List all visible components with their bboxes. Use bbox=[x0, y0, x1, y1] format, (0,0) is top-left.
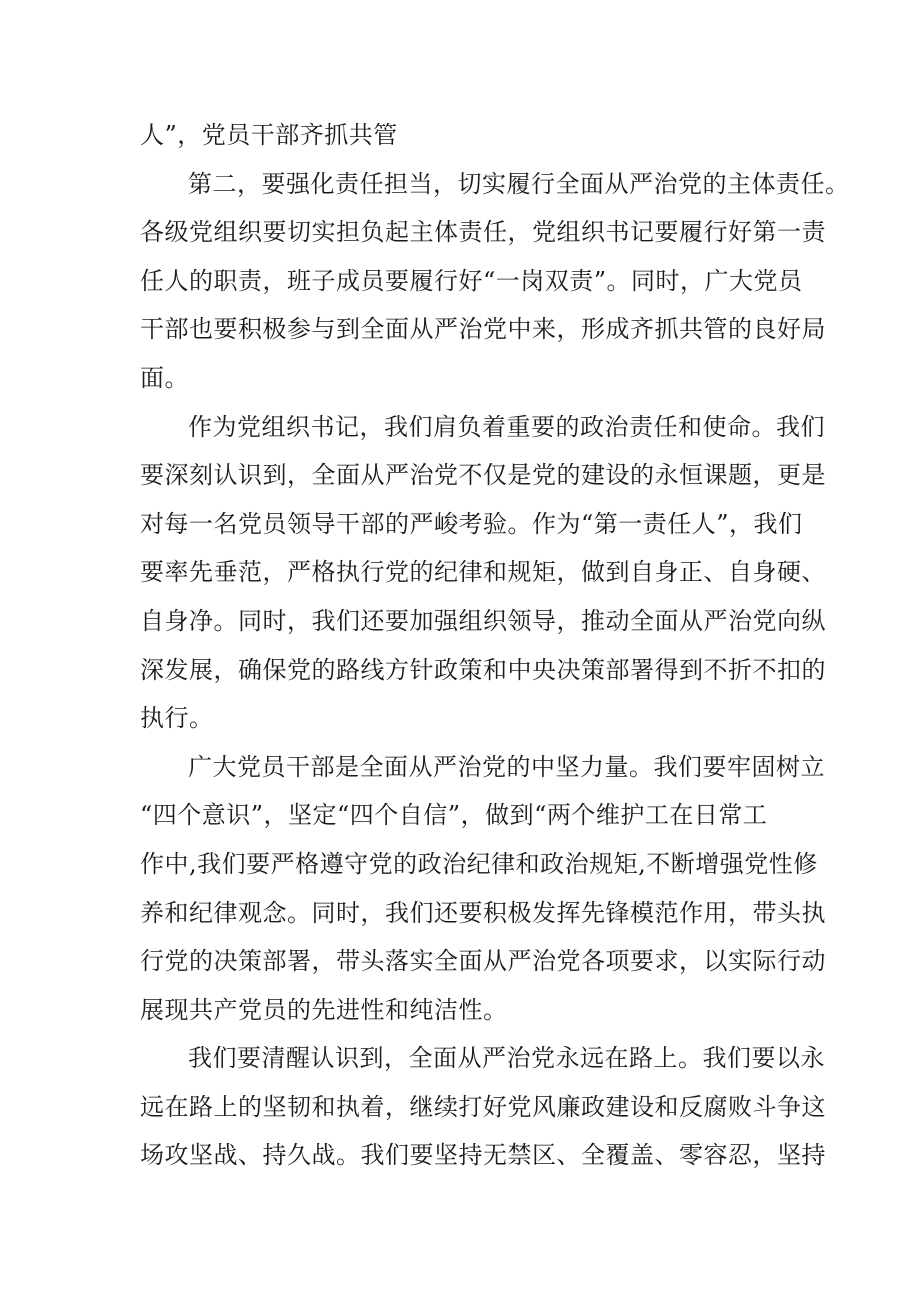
text-line: 面。 bbox=[140, 363, 189, 392]
text-line: 各级党组织要切实担负起主体责任，党组织书记要履行好第一责 bbox=[140, 218, 826, 247]
text-line: 自身净。同时，我们还要加强组织领导，推动全面从严治党向纵 bbox=[140, 606, 826, 635]
text-line: 深发展，确保党的路线方针政策和中央决策部署得到不折不扣的 bbox=[140, 655, 826, 684]
text-line: 展现共产党员的先进性和纯洁性。 bbox=[140, 995, 508, 1024]
text-line: 我们要清醒认识到，全面从严治党永远在路上。我们要以永 bbox=[188, 1044, 825, 1073]
text-line: 行党的决策部署，带头落实全面从严治党各项要求，以实际行动 bbox=[140, 947, 826, 976]
text-line: 广大党员干部是全面从严治党的中坚力量。我们要牢固树立 bbox=[188, 752, 825, 781]
text-line: “四个意识”，坚定“四个自信”，做到“两个维护工在日常工 bbox=[140, 801, 768, 830]
text-line: 场攻坚战、持久战。我们要坚持无禁区、全覆盖、零容忍，坚持 bbox=[140, 1141, 826, 1170]
text-line: 要率先垂范，严格执行党的纪律和规矩，做到自身正、自身硬、 bbox=[140, 558, 826, 587]
document-body bbox=[140, 111, 850, 1180]
text-line: 要深刻认识到，全面从严治党不仅是党的建设的永恒课题，更是 bbox=[140, 461, 826, 490]
text-line: 作为党组织书记，我们肩负着重要的政治责任和使命。我们 bbox=[188, 412, 825, 441]
text-line: 任人的职责，班子成员要履行好“一岗双责”。同时，广大党员 bbox=[140, 266, 803, 295]
text-line: 执行。 bbox=[140, 704, 214, 733]
text-line: 远在路上的坚韧和执着，继续打好党风廉政建设和反腐败斗争这 bbox=[140, 1092, 826, 1121]
text-line: 作中,我们要严格遵守党的政治纪律和政治规矩,不断增强党性修 bbox=[140, 849, 818, 878]
text-line: 人”，党员干部齐抓共管 bbox=[140, 121, 398, 149]
text-line: 干部也要积极参与到全面从严治党中来，形成齐抓共管的良好局 bbox=[140, 315, 826, 344]
text-line: 第二，要强化责任担当，切实履行全面从严治党的主体责任。 bbox=[188, 169, 850, 198]
text-line: 养和纪律观念。同时，我们还要积极发挥先锋模范作用，带头执 bbox=[140, 898, 826, 927]
text-line: 对每一名党员领导干部的严峻考验。作为“第一责任人”，我们 bbox=[140, 509, 803, 538]
